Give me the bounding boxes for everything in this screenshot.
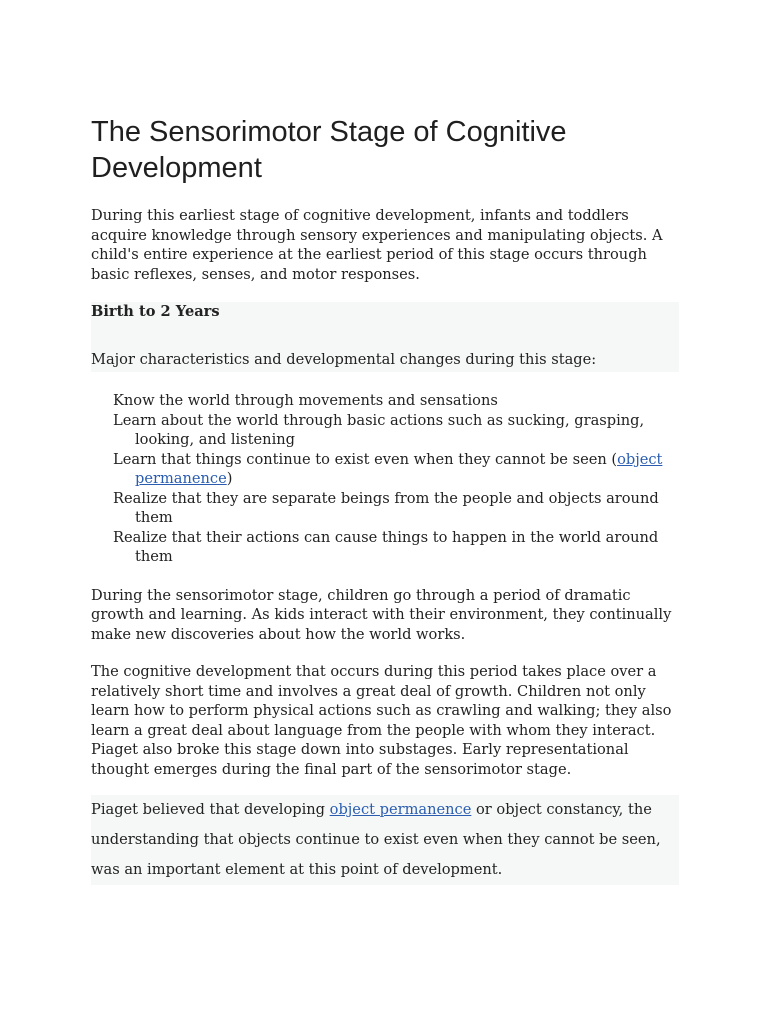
list-item-text: Learn that things continue to exist even when they cannot be seen ( (113, 450, 618, 468)
age-range-block (91, 302, 679, 372)
page-title: The Sensorimotor Stage of Cognitive Development (91, 116, 567, 184)
characteristics-list (91, 391, 679, 567)
list-item: Learn about the world through basic actions such as sucking, grasping, looking, and listening (113, 411, 645, 448)
intro-paragraph: During this earliest stage of cognitive development, infants and toddlers acquire knowledge through sensory experiences and manipulating objects. A child's entire experience at the earliest period of this stage occurs through basic reflexes, senses, and motor responses. (91, 207, 663, 283)
characteristics-intro: Major characteristics and developmental changes during this stage: (91, 351, 597, 368)
final-text-before: Piaget believed that developing (91, 801, 330, 818)
list-item: Realize that they are separate beings from the people and objects around them (113, 489, 659, 526)
list-item: Realize that their actions can cause things to happen in the world around them (113, 528, 659, 565)
cognitive-paragraph: The cognitive development that occurs during this period takes place over a relatively short time and involves a great deal of growth. Children not only learn how to perform physical actions such as crawling and walking; they also learn a great deal about language from the people with whom they interact. Piaget also broke this stage down into substages. Early representational thought emerges during the final part of the sensorimotor stage. (91, 663, 672, 778)
final-text-after: or object constancy, the understanding that objects continue to exist even when they cannot be seen, was an important element at this point of development. (91, 801, 661, 878)
object-permanence-link[interactable]: object permanence (135, 450, 663, 487)
age-range-label: Birth to 2 Years (91, 303, 220, 320)
object-permanence-link-2[interactable]: object permanence (329, 801, 472, 818)
growth-paragraph: During the sensorimotor stage, children go through a period of dramatic growth and learning. As kids interact with their environment, they continually make new discoveries about how the world works. (91, 586, 672, 643)
list-item: Know the world through movements and sensations (113, 392, 498, 409)
object-permanence-paragraph (91, 795, 679, 885)
article (91, 114, 679, 885)
list-item (113, 450, 679, 489)
list-item-text: ) (226, 470, 233, 487)
